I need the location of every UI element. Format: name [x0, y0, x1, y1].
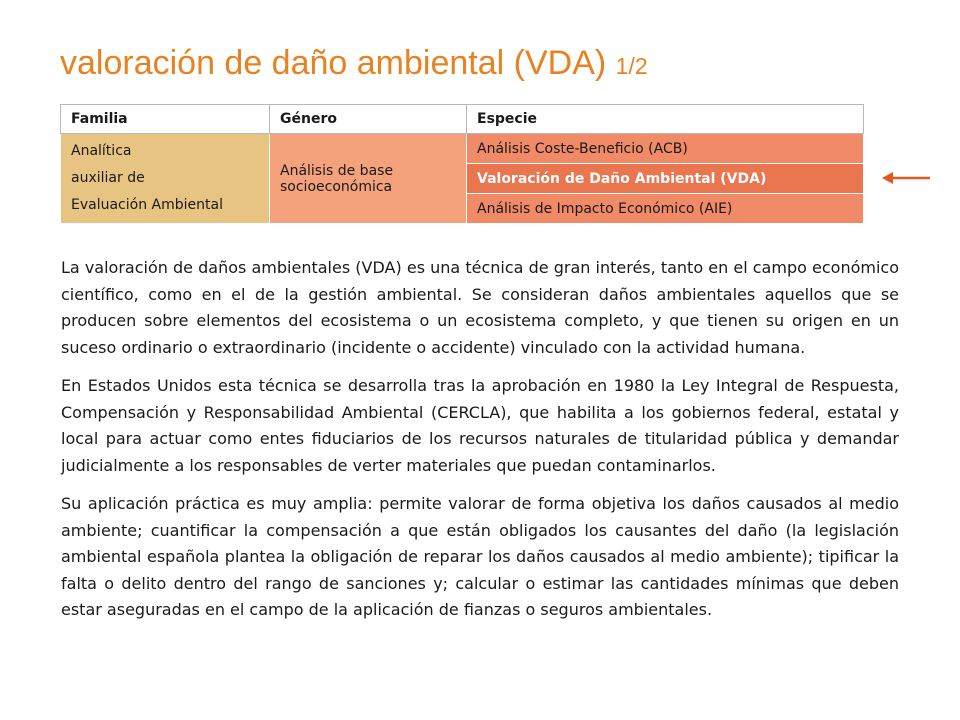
familia-line: auxiliar de	[71, 170, 145, 186]
especie-cell-acb: Análisis Coste-Beneficio (ACB)	[467, 134, 864, 164]
slide-title-text: valoración de daño ambiental (VDA)	[60, 44, 607, 82]
paragraph: En Estados Unidos esta técnica se desarrolla tras la aprobación en 1980 la Ley Integral de Respuesta, Compensación y Responsabilidad Ambiental (CERCLA), que habilita a los gobiernos federal, estatal y local para actuar como entes fiduciarios de los recursos naturales de titularidad pública y demandar judicialmente a los responsables de verter materiales que puedan contaminarlos.	[61, 376, 899, 475]
especie-cell-vda: Valoración de Daño Ambiental (VDA)	[467, 164, 864, 194]
slide-page-fraction: 1/2	[615, 53, 648, 79]
header-especie: Especie	[467, 105, 864, 134]
slide-title	[60, 44, 648, 83]
header-familia: Familia	[61, 105, 270, 134]
familia-line: Analítica	[71, 143, 132, 159]
familia-line: Evaluación Ambiental	[71, 197, 223, 213]
left-arrow-icon	[881, 170, 931, 186]
paragraph: La valoración de daños ambientales (VDA) es una técnica de gran interés, tanto en el campo económico científico, como en el de la gestión ambiental. Se consideran daños ambientales aquellos que se producen sobre elementos del ecosistema o un ecosistema completo, y que tienen su origen en un suceso ordinario o extraordinario (incidente o accidente) vinculado con la actividad humana.	[61, 258, 899, 357]
classification-table	[60, 104, 864, 224]
paragraph: Su aplicación práctica es muy amplia: permite valorar de forma objetiva los daños causados al medio ambiente; cuantificar la compensación a que están obligados los causantes del daño (la legislación ambiental española plantea la obligación de reparar los daños causados al medio ambiente); tipificar la falta o delito dentro del rango de sanciones y; calcular o estimar las cantidades mínimas que deben estar aseguradas en el campo de la aplicación de fianzas o seguros ambientales.	[61, 494, 899, 619]
familia-cell	[61, 134, 270, 224]
table-header-row	[61, 105, 864, 134]
header-genero: Género	[270, 105, 467, 134]
body-text	[61, 255, 899, 636]
especie-cell-aie: Análisis de Impacto Económico (AIE)	[467, 194, 864, 224]
table-row	[61, 134, 864, 164]
genero-cell: Análisis de base socioeconómica	[270, 134, 467, 224]
